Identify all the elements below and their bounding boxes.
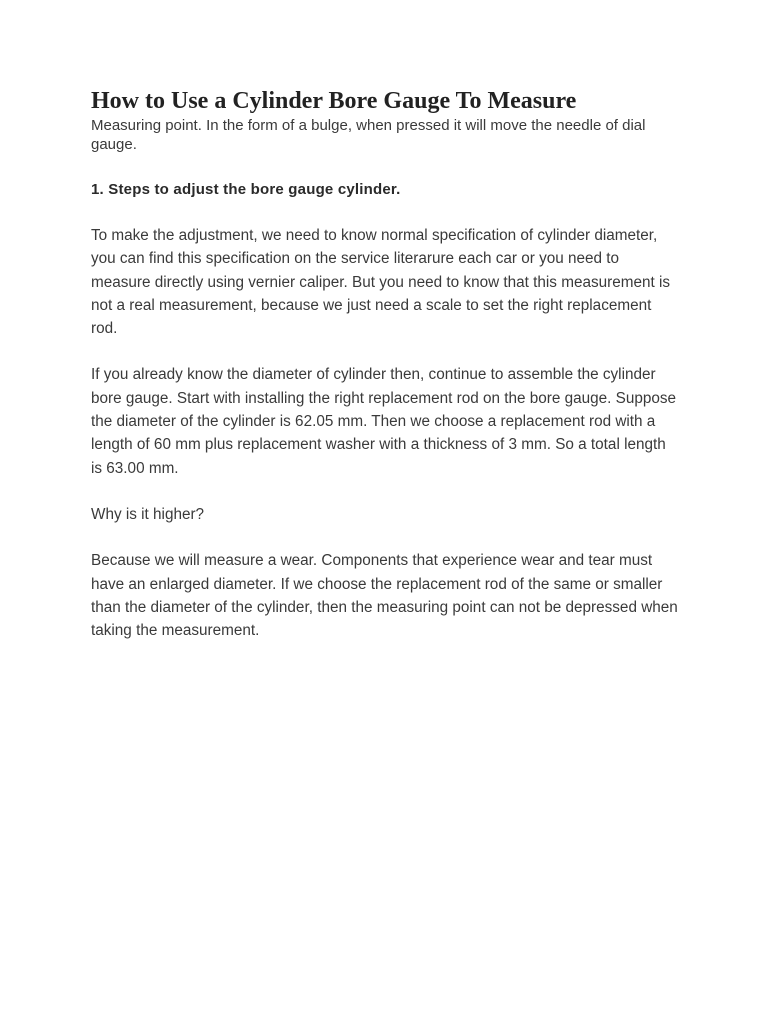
document-content (91, 86, 681, 642)
document-subtitle: Measuring point. In the form of a bulge, when pressed it will move the needle of dial gauge. (91, 117, 646, 153)
section-heading: 1. Steps to adjust the bore gauge cylinder. (91, 181, 401, 198)
paragraph-explanation: Because we will measure a wear. Components that experience wear and tear must have an enlarged diameter. If we choose the replacement rod of the same or smaller than the diameter of the cylinder, then the measuring point can not be depressed when taking the measurement. (91, 552, 678, 640)
document-title: How to Use a Cylinder Bore Gauge To Measure (91, 88, 577, 114)
paragraph-adjustment: To make the adjustment, we need to know normal specification of cylinder diameter, you can find this specification on the service literarure each car or you need to measure directly using vernier caliper. But you need to know that this measurement is not a real measurement, because we just need a scale to set the right replacement rod. (91, 227, 671, 338)
paragraph-question: Why is it higher? (91, 505, 205, 523)
paragraph-assembly: If you already know the diameter of cylinder then, continue to assemble the cylinder bore gauge. Start with installing the right replacement rod on the bore gauge. Suppose the diameter of the cylinder is 62.05 mm. Then we choose a replacement rod with a length of 60 mm plus replacement washer with a thickness of 3 mm. So a total length is 63.00 mm. (91, 366, 677, 477)
